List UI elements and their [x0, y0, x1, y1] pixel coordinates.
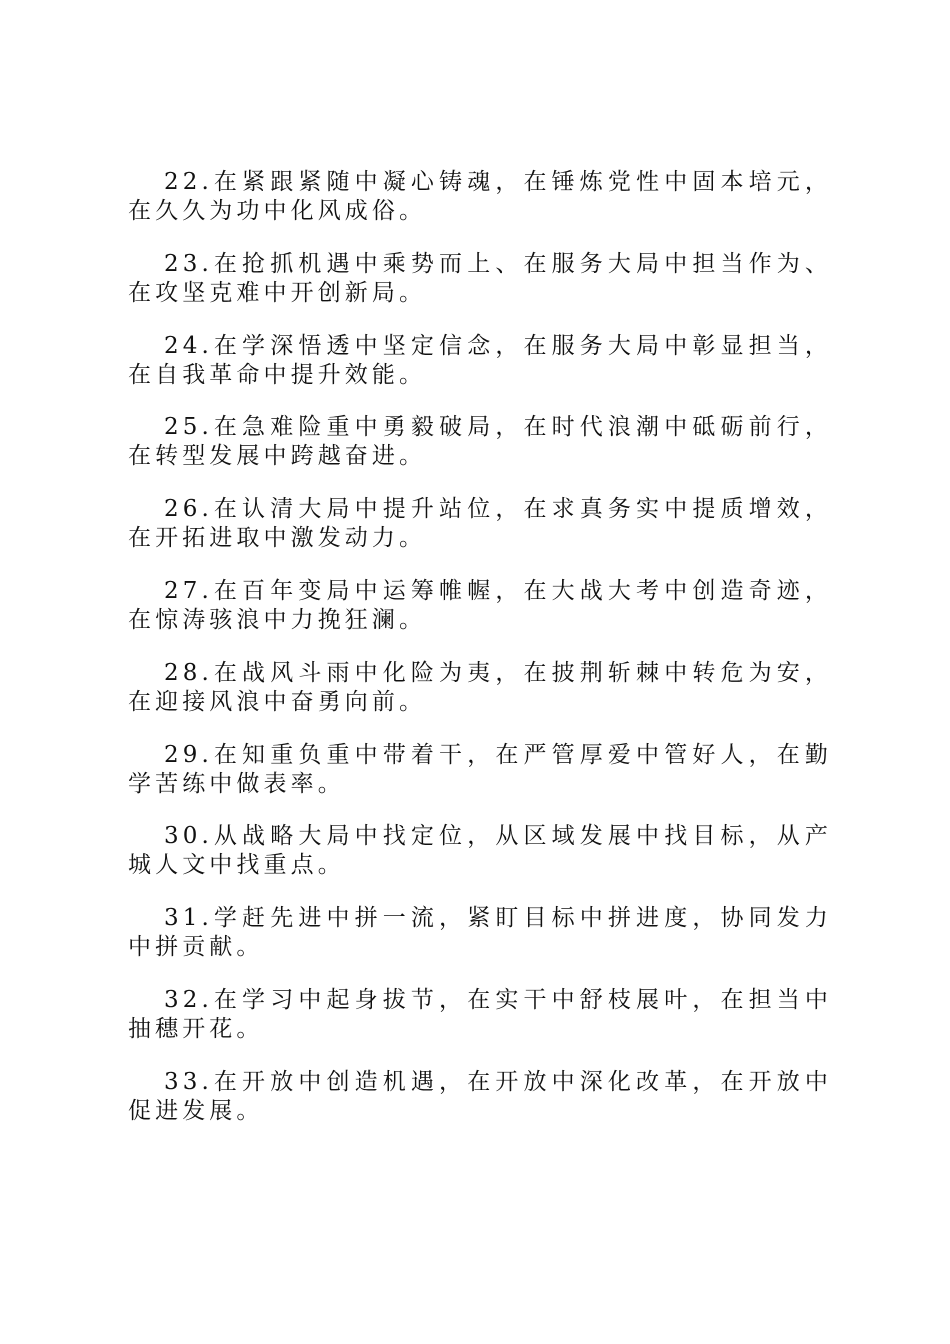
list-item: 27.在百年变局中运筹帷幄，在大战大考中创造奇迹，在惊涛骇浪中力挽狂澜。: [128, 577, 832, 633]
document-body: [128, 168, 832, 1150]
list-item: 26.在认清大局中提升站位，在求真务实中提质增效，在开拓进取中激发动力。: [128, 496, 832, 552]
list-item: 29.在知重负重中带着干，在严管厚爱中管好人，在勤学苦练中做表率。: [128, 741, 832, 797]
list-item: 24.在学深悟透中坚定信念，在服务大局中彰显担当，在自我革命中提升效能。: [128, 332, 832, 388]
list-item: 32.在学习中起身拔节，在实干中舒枝展叶，在担当中抽穗开花。: [128, 986, 832, 1042]
list-item: 30.从战略大局中找定位，从区域发展中找目标，从产城人文中找重点。: [128, 823, 832, 879]
list-item: 25.在急难险重中勇毅破局，在时代浪潮中砥砺前行，在转型发展中跨越奋进。: [128, 414, 832, 470]
list-item: 23.在抢抓机遇中乘势而上、在服务大局中担当作为、在攻坚克难中开创新局。: [128, 250, 832, 306]
list-item: 31.学赶先进中拼一流，紧盯目标中拼进度，协同发力中拼贡献。: [128, 905, 832, 961]
list-item: 33.在开放中创造机遇，在开放中深化改革，在开放中促进发展。: [128, 1068, 832, 1124]
list-item: 28.在战风斗雨中化险为夷，在披荆斩棘中转危为安，在迎接风浪中奋勇向前。: [128, 659, 832, 715]
list-item: 22.在紧跟紧随中凝心铸魂，在锤炼党性中固本培元，在久久为功中化风成俗。: [128, 169, 832, 224]
